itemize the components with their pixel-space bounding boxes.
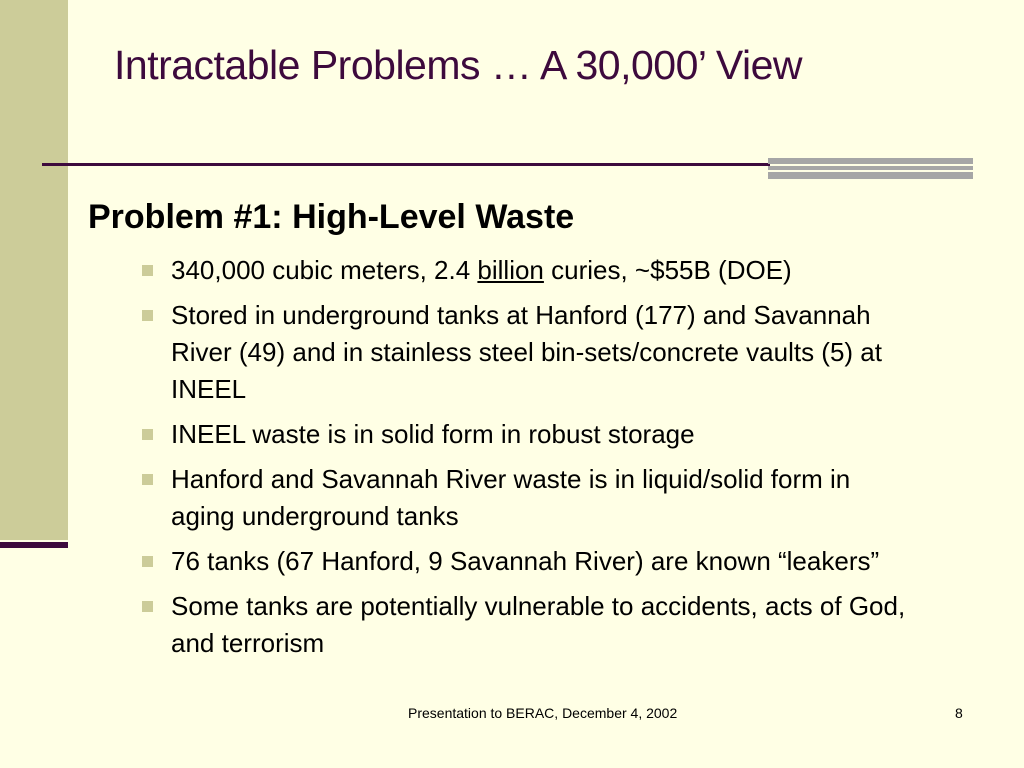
square-bullet-icon bbox=[142, 310, 153, 321]
bullet-item bbox=[140, 252, 920, 289]
bullet-text: INEEL waste is in solid form in robust storage bbox=[171, 419, 695, 449]
title-rule-gray-bands bbox=[768, 158, 973, 179]
bullet-text: 76 tanks (67 Hanford, 9 Savannah River) are known “leakers” bbox=[171, 546, 880, 576]
square-bullet-icon bbox=[142, 474, 153, 485]
bullet-text: Some tanks are potentially vulnerable to accidents, acts of God, and terrorism bbox=[171, 591, 906, 658]
bullet-text: Hanford and Savannah River waste is in liquid/solid form in aging underground tanks bbox=[171, 464, 851, 531]
square-bullet-icon bbox=[142, 556, 153, 567]
underlined-word: billion bbox=[477, 255, 544, 285]
square-bullet-icon bbox=[142, 429, 153, 440]
gray-band bbox=[768, 158, 973, 164]
footer-text: Presentation to BERAC, December 4, 2002 bbox=[408, 705, 678, 721]
bullet-item bbox=[140, 416, 920, 453]
bullet-item bbox=[140, 297, 920, 408]
bullet-item bbox=[140, 461, 920, 535]
bullet-list bbox=[140, 252, 920, 670]
bullet-item bbox=[140, 588, 920, 662]
square-bullet-icon bbox=[142, 601, 153, 612]
gray-band bbox=[768, 172, 973, 179]
gray-band bbox=[768, 166, 973, 170]
bullet-text: 340,000 cubic meters, 2.4 billion curies, ~$55B (DOE) bbox=[171, 255, 792, 285]
left-accent-line bbox=[0, 542, 68, 548]
bullet-text: Stored in underground tanks at Hanford (177) and Savannah River (49) and in stainless steel bin-sets/concrete vaults (5) at INEEL bbox=[171, 300, 882, 404]
title-rule bbox=[42, 163, 770, 166]
slide-title: Intractable Problems … A 30,000’ View bbox=[114, 42, 803, 88]
page-number: 8 bbox=[955, 705, 963, 721]
bullet-item bbox=[140, 543, 920, 580]
section-heading: Problem #1: High-Level Waste bbox=[88, 198, 575, 236]
square-bullet-icon bbox=[142, 265, 153, 276]
left-accent-bar bbox=[0, 0, 68, 540]
